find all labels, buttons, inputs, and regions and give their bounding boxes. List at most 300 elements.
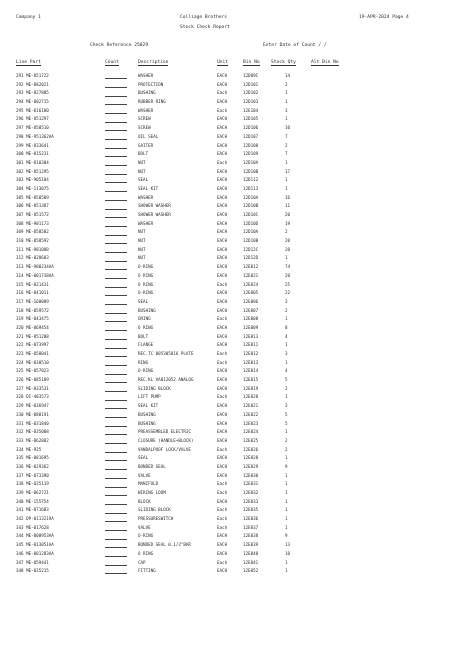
stock-qty-cell: 11 bbox=[285, 203, 291, 209]
line-part-cell: 298 ME-951362AA bbox=[16, 133, 54, 139]
bin-no-cell: 12E015 bbox=[243, 377, 259, 383]
bin-no-cell: 12E024 bbox=[243, 429, 259, 435]
stock-qty-cell: 1 bbox=[285, 185, 288, 191]
table-row bbox=[0, 142, 460, 151]
table-row bbox=[0, 411, 460, 420]
line-part-cell: 299 ME-833641 bbox=[16, 142, 49, 148]
count-entry-field[interactable] bbox=[105, 78, 127, 79]
stock-qty-cell: 20 bbox=[285, 238, 291, 244]
unit-cell: EACH bbox=[217, 455, 228, 461]
description-cell: SHOWER WASHER bbox=[138, 212, 171, 217]
table-row bbox=[0, 333, 460, 342]
table-row bbox=[0, 480, 460, 489]
stock-qty-cell: 1 bbox=[285, 316, 288, 322]
count-entry-field[interactable] bbox=[105, 287, 127, 288]
table-row bbox=[0, 150, 460, 159]
unit-cell: EACH bbox=[217, 290, 228, 296]
col-unit: Unit bbox=[217, 60, 229, 65]
unit-cell: EACH bbox=[217, 368, 228, 374]
table-row bbox=[0, 124, 460, 133]
description-cell: VANDALPOOF LOCK/VALVE bbox=[138, 446, 191, 452]
bin-no-cell: 12D12D bbox=[243, 255, 259, 261]
table-row bbox=[0, 98, 460, 107]
col-description: Description bbox=[138, 60, 169, 65]
unit-cell: Each bbox=[217, 359, 228, 365]
count-entry-field[interactable] bbox=[105, 521, 127, 522]
unit-cell: Each bbox=[217, 524, 228, 530]
bin-no-cell: 12D10A bbox=[243, 159, 259, 165]
table-row bbox=[0, 532, 460, 541]
bin-no-cell: 12D10A bbox=[243, 229, 259, 235]
line-part-cell: 319 ME-043475 bbox=[16, 316, 49, 322]
stock-qty-cell: 1 bbox=[285, 481, 288, 487]
unit-cell: Each bbox=[217, 90, 228, 96]
count-entry-field[interactable] bbox=[105, 130, 127, 131]
unit-cell: EACH bbox=[217, 168, 228, 174]
bin-no-cell: 12D10B bbox=[243, 238, 259, 244]
description-cell: O-RING bbox=[138, 533, 154, 539]
description-cell: CLOSURE (HANDLE+BLOCK) bbox=[138, 437, 194, 443]
table-row bbox=[0, 263, 460, 272]
bin-no-cell: 12D113 bbox=[243, 185, 259, 191]
table-row bbox=[0, 202, 460, 211]
bin-no-cell: 12E005 bbox=[243, 290, 259, 296]
line-part-cell: 301 ME-810304 bbox=[16, 159, 49, 165]
description-cell: SCREW bbox=[138, 116, 151, 122]
count-entry-field[interactable] bbox=[105, 443, 127, 444]
line-part-cell: 307 ME-851572 bbox=[16, 212, 49, 217]
count-entry-field[interactable] bbox=[105, 252, 127, 253]
count-entry-field[interactable] bbox=[105, 417, 127, 418]
stock-qty-cell: 1 bbox=[285, 559, 288, 565]
description-cell: OIL SEAL bbox=[138, 133, 159, 139]
bin-no-cell: 12E021 bbox=[243, 272, 259, 278]
count-entry-field[interactable] bbox=[105, 391, 127, 392]
count-entry-field[interactable] bbox=[105, 122, 127, 123]
table-row bbox=[0, 402, 460, 411]
count-entry-field[interactable] bbox=[105, 408, 127, 409]
count-entry-field[interactable] bbox=[105, 269, 127, 270]
stock-qty-cell: 5 bbox=[285, 420, 288, 426]
table-row bbox=[0, 107, 460, 116]
unit-cell: EACH bbox=[217, 185, 228, 191]
unit-cell: EACH bbox=[217, 542, 228, 548]
count-entry-field[interactable] bbox=[105, 365, 127, 366]
line-part-cell: 309 ME-850502 bbox=[16, 229, 49, 235]
table-row bbox=[0, 176, 460, 185]
line-part-cell: 314 ME-001738AA bbox=[16, 272, 54, 278]
stock-qty-cell: 1 bbox=[285, 116, 288, 122]
description-cell: SLIDING BLOCK bbox=[138, 385, 171, 391]
line-part-cell: 340 ME-155754 bbox=[16, 498, 49, 504]
line-part-cell: 302 ME-851295 bbox=[16, 168, 49, 174]
description-cell: BUSHING bbox=[138, 411, 156, 417]
description-cell: NUT bbox=[138, 255, 146, 261]
bin-no-cell: 12E030 bbox=[243, 472, 259, 478]
unit-cell: EACH bbox=[217, 81, 228, 87]
table-row bbox=[0, 89, 460, 98]
line-part-cell: 291 ME-851722 bbox=[16, 73, 49, 78]
table-row bbox=[0, 289, 460, 298]
unit-cell: EACH bbox=[217, 212, 228, 217]
bin-no-cell: 12E031 bbox=[243, 481, 259, 487]
stock-qty-cell: 1 bbox=[285, 159, 288, 165]
description-cell: WASHER bbox=[138, 220, 154, 226]
bin-no-cell: 12E024 bbox=[243, 281, 259, 287]
description-cell: BUSHING bbox=[138, 307, 156, 313]
table-row bbox=[0, 307, 460, 316]
bin-no-cell: 12E023 bbox=[243, 420, 259, 426]
table-row bbox=[0, 489, 460, 498]
description-cell: RUBBER RING bbox=[138, 99, 166, 105]
unit-cell: Each bbox=[217, 316, 228, 322]
count-entry-field[interactable] bbox=[105, 295, 127, 296]
line-part-cell: 325 ME-057823 bbox=[16, 368, 49, 374]
description-cell: SEAL bbox=[138, 177, 149, 183]
description-cell: NUT bbox=[138, 229, 146, 235]
stock-qty-cell: 2 bbox=[285, 307, 288, 313]
description-cell: O-RING bbox=[138, 264, 154, 270]
table-row bbox=[0, 228, 460, 237]
stock-qty-cell: 14 bbox=[285, 73, 291, 78]
company-name: Colliage Brothers bbox=[180, 15, 228, 20]
stock-qty-cell: 1 bbox=[285, 524, 288, 530]
table-row bbox=[0, 567, 460, 576]
stock-qty-cell: 1 bbox=[285, 359, 288, 365]
unit-cell: Each bbox=[217, 281, 228, 287]
description-cell: MANIFOLD bbox=[138, 481, 159, 487]
stock-table bbox=[0, 72, 460, 576]
line-part-cell: 328 DI-483573 bbox=[16, 394, 49, 400]
table-row bbox=[0, 376, 460, 385]
table-row bbox=[0, 81, 460, 90]
count-entry-field[interactable] bbox=[105, 539, 127, 540]
unit-cell: EACH bbox=[217, 463, 228, 469]
bin-no-cell: 12D103 bbox=[243, 99, 259, 105]
count-entry-field[interactable] bbox=[105, 209, 127, 210]
unit-cell: EACH bbox=[217, 177, 228, 183]
bin-no-cell: 12D10B bbox=[243, 203, 259, 209]
line-part-cell: 344 ME-000953AA bbox=[16, 533, 54, 539]
col-stock-qty: Stock Qty bbox=[271, 60, 296, 65]
line-part-cell: 306 ME-851387 bbox=[16, 203, 49, 209]
stock-qty-cell: 1 bbox=[285, 455, 288, 461]
table-row bbox=[0, 185, 460, 194]
description-cell: NUT bbox=[138, 238, 146, 244]
bin-no-cell: 12E036 bbox=[243, 516, 259, 522]
count-entry-field[interactable] bbox=[105, 452, 127, 453]
count-entry-field[interactable] bbox=[105, 339, 127, 340]
table-row bbox=[0, 298, 460, 307]
description-cell: BLOCK bbox=[138, 498, 151, 504]
unit-cell: Each bbox=[217, 107, 228, 113]
bin-no-cell: 12E039 bbox=[243, 542, 259, 548]
stock-qty-cell: 2 bbox=[285, 437, 288, 443]
count-entry-field[interactable] bbox=[105, 174, 127, 175]
unit-cell: EACH bbox=[217, 125, 228, 131]
line-part-cell: 323 ME-050041 bbox=[16, 351, 49, 356]
bin-no-cell: 12D102 bbox=[243, 90, 259, 96]
count-entry-field[interactable] bbox=[105, 165, 127, 166]
count-entry-field[interactable] bbox=[105, 547, 127, 548]
line-part-cell: 348 ME-035215 bbox=[16, 568, 49, 574]
count-entry-field[interactable] bbox=[105, 469, 127, 470]
count-entry-field[interactable] bbox=[105, 434, 127, 435]
count-entry-field[interactable] bbox=[105, 504, 127, 505]
table-row bbox=[0, 472, 460, 481]
line-part-cell: 296 ME-851297 bbox=[16, 116, 49, 122]
count-entry-field[interactable] bbox=[105, 374, 127, 375]
bin-no-cell: 12E012 bbox=[243, 351, 259, 356]
description-cell: VALVE bbox=[138, 472, 151, 478]
description-cell: SEAL KIT bbox=[138, 403, 159, 409]
description-cell: REC.KL VA812052 ANALOG bbox=[138, 377, 194, 383]
bin-no-cell: 12E013 bbox=[243, 333, 259, 339]
stock-qty-cell: 4 bbox=[285, 333, 288, 339]
unit-cell: EACH bbox=[217, 246, 228, 252]
line-part-cell: 294 ME-802715 bbox=[16, 99, 49, 105]
count-entry-field[interactable] bbox=[105, 556, 127, 557]
count-entry-field[interactable] bbox=[105, 156, 127, 157]
count-entry-field[interactable] bbox=[105, 226, 127, 227]
count-entry-field[interactable] bbox=[105, 426, 127, 427]
unit-cell: Each bbox=[217, 446, 228, 452]
description-cell: LIFT PUMP bbox=[138, 394, 161, 400]
description-cell: REC.TC 005305016 PLATE bbox=[138, 351, 194, 356]
description-cell: SEAL KIT bbox=[138, 185, 159, 191]
bin-no-cell: 12E028 bbox=[243, 455, 259, 461]
line-part-cell: 304 ME-113075 bbox=[16, 185, 49, 191]
description-cell: PROTECTION bbox=[138, 81, 164, 87]
col-count: Count bbox=[105, 60, 119, 65]
stock-qty-cell: 3 bbox=[285, 107, 288, 113]
line-part-cell: 324 ME-030510 bbox=[16, 359, 49, 365]
bin-no-cell: 12E022 bbox=[243, 411, 259, 417]
unit-cell: EACH bbox=[217, 411, 228, 417]
line-part-cell: 338 ME-035119 bbox=[16, 481, 49, 487]
stock-qty-cell: 1 bbox=[285, 568, 288, 574]
bin-no-cell: 12D10C bbox=[243, 212, 259, 217]
line-part-cell: 303 ME-905104 bbox=[16, 177, 49, 183]
description-cell: RING bbox=[138, 359, 149, 365]
table-row bbox=[0, 315, 460, 324]
table-row bbox=[0, 341, 460, 350]
stock-qty-cell: 1 bbox=[285, 394, 288, 400]
stock-qty-cell: 20 bbox=[285, 246, 291, 252]
unit-cell: EACH bbox=[217, 151, 228, 157]
stock-qty-cell: 19 bbox=[285, 220, 291, 226]
col-bin-no: Bin No bbox=[243, 60, 260, 65]
description-cell: SEAL bbox=[138, 298, 149, 304]
count-entry-field[interactable] bbox=[105, 330, 127, 331]
unit-cell: Each bbox=[217, 559, 228, 565]
stock-qty-cell: 1 bbox=[285, 90, 288, 96]
count-entry-field[interactable] bbox=[105, 565, 127, 566]
description-cell: BONDED SEAL 0.1/2"BAR bbox=[138, 542, 191, 548]
line-part-cell: 335 ME-081695 bbox=[16, 455, 49, 461]
stock-qty-cell: 1 bbox=[285, 498, 288, 504]
bin-no-cell: 12D101 bbox=[243, 81, 259, 87]
bin-no-cell: 12D10B bbox=[243, 168, 259, 174]
unit-cell: EACH bbox=[217, 377, 228, 383]
table-row bbox=[0, 428, 460, 437]
description-cell: O RING bbox=[138, 272, 154, 278]
table-row bbox=[0, 498, 460, 507]
bin-no-cell: 12D09C bbox=[243, 73, 259, 78]
stock-qty-cell: 1 bbox=[285, 255, 288, 261]
count-entry-field[interactable] bbox=[105, 139, 127, 140]
table-row bbox=[0, 281, 460, 290]
unit-cell: EACH bbox=[217, 298, 228, 304]
unit-cell: EACH bbox=[217, 533, 228, 539]
count-entry-field[interactable] bbox=[105, 148, 127, 149]
bin-no-cell: 12E009 bbox=[243, 324, 259, 330]
stock-qty-cell: 7 bbox=[285, 151, 288, 157]
description-cell: PREASSEMBLED ELECTRIC bbox=[138, 429, 191, 435]
table-row bbox=[0, 559, 460, 568]
count-entry-field[interactable] bbox=[105, 113, 127, 114]
bin-no-cell: 12E040 bbox=[243, 550, 259, 556]
stock-qty-cell: 3 bbox=[285, 403, 288, 409]
unit-cell: EACH bbox=[217, 437, 228, 443]
enter-date-field[interactable]: Enter Date of Count / / bbox=[263, 43, 327, 48]
table-row bbox=[0, 237, 460, 246]
count-entry-field[interactable] bbox=[105, 487, 127, 488]
table-row bbox=[0, 350, 460, 359]
unit-cell: Each bbox=[217, 490, 228, 495]
description-cell: ORING bbox=[138, 316, 151, 322]
count-entry-field[interactable] bbox=[105, 495, 127, 496]
description-cell: O-RING bbox=[138, 290, 154, 296]
bin-no-cell: 12E037 bbox=[243, 524, 259, 530]
count-entry-field[interactable] bbox=[105, 304, 127, 305]
description-cell: NUT bbox=[138, 168, 146, 174]
count-entry-field[interactable] bbox=[105, 460, 127, 461]
line-part-cell: 332 ME-035088 bbox=[16, 429, 49, 435]
unit-cell: Each bbox=[217, 507, 228, 513]
description-cell: BUSHING bbox=[138, 420, 156, 426]
unit-cell: EACH bbox=[217, 550, 228, 556]
bin-no-cell: 12E021 bbox=[243, 403, 259, 409]
unit-cell: EACH bbox=[217, 403, 228, 409]
bin-no-cell: 12E052 bbox=[243, 568, 259, 574]
line-part-cell: 318 ME-059572 bbox=[16, 307, 49, 313]
unit-cell: EACH bbox=[217, 568, 228, 574]
table-row bbox=[0, 211, 460, 220]
bin-no-cell: 12E032 bbox=[243, 490, 259, 495]
count-entry-field[interactable] bbox=[105, 356, 127, 357]
count-entry-field[interactable] bbox=[105, 382, 127, 383]
unit-cell: EACH bbox=[217, 333, 228, 339]
table-row bbox=[0, 463, 460, 472]
stock-qty-cell: 1 bbox=[285, 177, 288, 183]
col-line-part: Line Part bbox=[16, 60, 41, 65]
description-cell: NUT bbox=[138, 159, 146, 165]
count-entry-field[interactable] bbox=[105, 96, 127, 97]
unit-cell: EACH bbox=[217, 385, 228, 391]
bin-no-cell: 12D109 bbox=[243, 151, 259, 157]
stock-qty-cell: 4 bbox=[285, 368, 288, 374]
description-cell: BOLT bbox=[138, 333, 149, 339]
check-reference: Check Reference 25029 bbox=[90, 43, 149, 48]
unit-cell: EACH bbox=[217, 498, 228, 504]
count-entry-field[interactable] bbox=[105, 513, 127, 514]
line-part-cell: 310 ME-850592 bbox=[16, 238, 49, 244]
table-row bbox=[0, 168, 460, 177]
table-row bbox=[0, 420, 460, 429]
unit-cell: EACH bbox=[217, 420, 228, 426]
table-row bbox=[0, 524, 460, 533]
line-part-cell: 320 ME-069454 bbox=[16, 324, 49, 330]
count-entry-field[interactable] bbox=[105, 217, 127, 218]
stock-qty-cell: 13 bbox=[285, 542, 291, 548]
bin-no-cell: 12D106 bbox=[243, 125, 259, 131]
stock-qty-cell: 1 bbox=[285, 429, 288, 435]
count-entry-field[interactable] bbox=[105, 278, 127, 279]
unit-cell: EACH bbox=[217, 255, 228, 261]
count-entry-field[interactable] bbox=[105, 182, 127, 183]
count-entry-field[interactable] bbox=[105, 400, 127, 401]
stock-qty-cell: 74 bbox=[285, 264, 291, 270]
line-part-cell: 326 ME-085189 bbox=[16, 377, 49, 383]
line-part-cell: 345 ME-013051AA bbox=[16, 542, 54, 548]
count-entry-field[interactable] bbox=[105, 573, 127, 574]
line-part-cell: 305 ME-850589 bbox=[16, 194, 49, 200]
unit-cell: EACH bbox=[217, 342, 228, 348]
unit-cell: EACH bbox=[217, 194, 228, 200]
count-entry-field[interactable] bbox=[105, 104, 127, 105]
unit-cell: EACH bbox=[217, 203, 228, 209]
unit-cell: Each bbox=[217, 516, 228, 522]
unit-cell: EACH bbox=[217, 142, 228, 148]
description-cell: BONDED SEAL bbox=[138, 463, 166, 469]
table-row bbox=[0, 437, 460, 446]
bin-no-cell: 12E008 bbox=[243, 316, 259, 322]
description-cell: WASHER bbox=[138, 73, 154, 78]
line-part-cell: 308 ME-901173 bbox=[16, 220, 49, 226]
line-part-cell: 312 ME-028603 bbox=[16, 255, 49, 261]
count-entry-field[interactable] bbox=[105, 87, 127, 88]
table-row bbox=[0, 506, 460, 515]
description-cell: O RING bbox=[138, 324, 154, 330]
description-cell: PRESSURESWITCH bbox=[138, 516, 174, 522]
count-entry-field[interactable] bbox=[105, 235, 127, 236]
stock-qty-cell: 1 bbox=[285, 516, 288, 522]
stock-qty-cell: 9 bbox=[285, 533, 288, 539]
count-entry-field[interactable] bbox=[105, 530, 127, 531]
unit-cell: Each bbox=[217, 394, 228, 400]
line-part-cell: 293 ME-827885 bbox=[16, 90, 49, 96]
count-entry-field[interactable] bbox=[105, 313, 127, 314]
count-entry-field[interactable] bbox=[105, 243, 127, 244]
unit-cell: EACH bbox=[217, 220, 228, 226]
stock-qty-cell: 2 bbox=[285, 229, 288, 235]
count-entry-field[interactable] bbox=[105, 261, 127, 262]
table-row bbox=[0, 367, 460, 376]
count-entry-field[interactable] bbox=[105, 348, 127, 349]
bin-no-cell: 12E035 bbox=[243, 507, 259, 513]
line-part-cell: 330 ME-088191 bbox=[16, 411, 49, 417]
count-entry-field[interactable] bbox=[105, 321, 127, 322]
table-row bbox=[0, 359, 460, 368]
description-cell: WASHER bbox=[138, 107, 154, 113]
line-part-cell: 292 ME-882021 bbox=[16, 81, 49, 87]
count-entry-field[interactable] bbox=[105, 191, 127, 192]
count-entry-field[interactable] bbox=[105, 200, 127, 201]
bin-no-cell: 12D10A bbox=[243, 194, 259, 200]
line-part-cell: 313 ME-900234AA bbox=[16, 264, 54, 270]
count-entry-field[interactable] bbox=[105, 478, 127, 479]
